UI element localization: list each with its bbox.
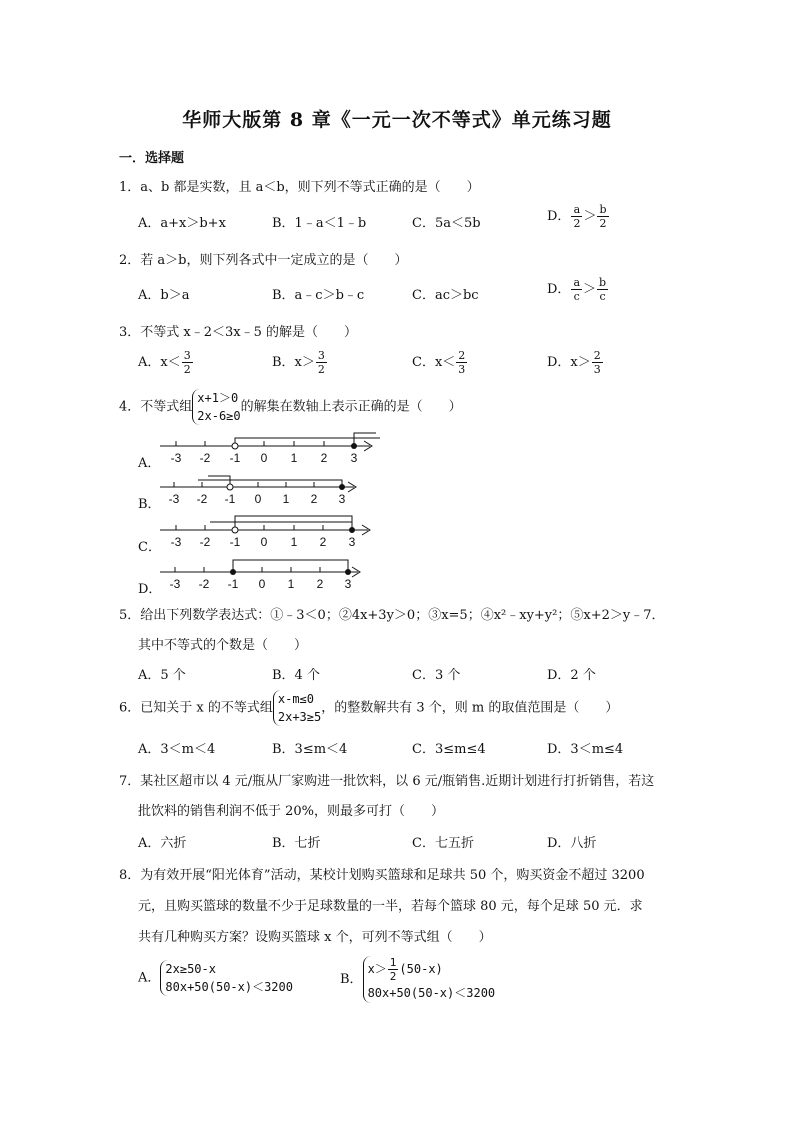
- q4-option-d-label: D．: [138, 582, 162, 597]
- svg-text:2: 2: [320, 451, 328, 465]
- q1-option-d: D． $\frac{a}{2}$ ＞ $\frac{b}{2}$: [547, 203, 607, 230]
- q6-option-c: C．3≤m≤4: [412, 742, 486, 757]
- svg-text:0: 0: [258, 577, 266, 591]
- svg-text:2: 2: [319, 535, 327, 549]
- q4-option-a-label: A．: [138, 456, 161, 471]
- question-5-stem: 5．给出下列数学表达式：①﹣3＜0；②4x+3y＞0；③x=5；④x²﹣xy+y²；⑤x+2＞y﹣7．: [119, 608, 665, 623]
- svg-text:3: 3: [344, 577, 352, 591]
- svg-text:-1: -1: [224, 492, 236, 506]
- svg-text:-2: -2: [198, 577, 210, 591]
- question-8-stem-line2: 元，且购买篮球的数量不少于足球数量的一半，若每个篮球 80 元，每个足球 50 元．求: [138, 899, 643, 914]
- q6-option-a: A．3＜m＜4: [138, 742, 216, 757]
- q4-option-a-numberline: [158, 428, 388, 472]
- q3-option-a: A．x＜ $\frac{3}{2}$: [138, 349, 191, 376]
- page-title: 华师大版第 8 章《一元一次不等式》单元练习题: [182, 109, 612, 131]
- svg-text:-2: -2: [199, 535, 211, 549]
- q8-option-b-system: x＞ $\frac{1}{2}$ (50-x) 80x+50(50-x)＜3200: [363, 956, 496, 1003]
- svg-text:1: 1: [287, 577, 295, 591]
- q8-option-a: A．2x≥50-x 80x+50(50-x)＜3200: [138, 962, 293, 994]
- svg-text:3: 3: [350, 451, 358, 465]
- q4-option-c-label: C．: [138, 540, 161, 555]
- q6-inequality-system: x-m≤0 2x+3≥5: [273, 690, 321, 726]
- svg-text:0: 0: [260, 535, 268, 549]
- q6-option-b: B．3≤m＜4: [272, 742, 348, 757]
- q3-option-b: B．x＞ $\frac{3}{2}$: [272, 349, 325, 376]
- svg-text:3: 3: [338, 492, 346, 506]
- q2-option-d: D． $\frac{a}{c}$ ＞ $\frac{b}{c}$: [547, 276, 607, 303]
- q4-option-b-label: B．: [138, 497, 161, 512]
- svg-text:2: 2: [310, 492, 318, 506]
- svg-text:-3: -3: [170, 451, 182, 465]
- svg-text:-3: -3: [169, 577, 181, 591]
- q7-option-a: A．六折: [138, 836, 187, 851]
- q4-inequality-system: x+1＞0 2x-6≥0: [192, 389, 240, 425]
- svg-text:3: 3: [348, 535, 356, 549]
- q8-option-b: B．x＞ $\frac{1}{2}$ (50-x) 80x+50(50-x)＜3200: [340, 956, 495, 1003]
- q1-option-a: A．a+x＞b+x: [138, 216, 226, 231]
- q2-option-a: A．b＞a: [138, 288, 190, 303]
- q1-option-c: C．5a＜5b: [412, 216, 481, 231]
- svg-text:-1: -1: [227, 577, 239, 591]
- svg-text:2: 2: [316, 577, 324, 591]
- q1-option-b: B．1﹣a＜1﹣b: [272, 216, 367, 231]
- question-7-stem: 7．某社区超市以 4 元/瓶从厂家购进一批饮料，以 6 元/瓶销售.近期计划进行打折销售，若这: [119, 774, 655, 789]
- q5-option-a: A．5 个: [138, 668, 186, 683]
- q7-option-d: D．八折: [547, 836, 597, 851]
- tick-labels: [171, 451, 358, 465]
- svg-text:-2: -2: [196, 492, 208, 506]
- question-8-stem-line3: 共有几种购买方案？设购买篮球 x 个，可列不等式组（ ）: [138, 930, 492, 945]
- q2-option-c: C．ac＞bc: [412, 288, 479, 303]
- question-5-stem-line2: 其中不等式的个数是（ ）: [138, 638, 308, 653]
- svg-text:-1: -1: [229, 535, 241, 549]
- question-8-stem: 8．为有效开展“阳光体育”活动，某校计划购买篮球和足球共 50 个，购买资金不超过 3200: [119, 868, 645, 883]
- question-2-stem: 2．若 a＞b，则下列各式中一定成立的是（ ）: [119, 253, 408, 268]
- svg-text:-3: -3: [168, 492, 180, 506]
- question-4-stem: 4．不等式组x+1＞0 2x-6≥0的解集在数轴上表示正确的是（ ）: [119, 391, 462, 423]
- question-3-stem: 3．不等式 x﹣2＜3x﹣5 的解是（ ）: [119, 325, 358, 340]
- q6-option-d: D．3＜m≤4: [547, 742, 624, 757]
- svg-text:0: 0: [254, 492, 262, 506]
- q2-option-b: B．a﹣c＞b﹣c: [272, 288, 365, 303]
- svg-text:-1: -1: [229, 451, 241, 465]
- svg-text:1: 1: [282, 492, 290, 506]
- svg-text:-2: -2: [199, 451, 211, 465]
- question-1-stem: 1．a、b 都是实数，且 a＜b，则下列不等式正确的是（ ）: [119, 180, 480, 195]
- q7-option-b: B．七折: [272, 836, 321, 851]
- section-heading: 一．选择题: [119, 151, 185, 166]
- svg-text:-3: -3: [170, 535, 182, 549]
- q5-option-b: B．4 个: [272, 668, 320, 683]
- svg-text:0: 0: [260, 451, 268, 465]
- q4-option-b-numberline: [158, 469, 388, 513]
- q4-option-d-numberline: [158, 554, 388, 598]
- q7-option-c: C．七五折: [412, 836, 474, 851]
- q3-option-d: D．x＞ $\frac{2}{3}$: [547, 349, 601, 376]
- q3-option-c: C．x＜ $\frac{2}{3}$: [412, 349, 466, 376]
- svg-text:1: 1: [290, 451, 298, 465]
- q8-option-a-system: 2x≥50-x 80x+50(50-x)＜3200: [160, 960, 293, 996]
- svg-text:1: 1: [290, 535, 298, 549]
- question-7-stem-line2: 批饮料的销售利润不低于 20%，则最多可打（ ）: [138, 804, 445, 819]
- q5-option-c: C．3 个: [412, 668, 461, 683]
- question-6-stem: 6．已知关于 x 的不等式组x-m≤0 2x+3≥5，的整数解共有 3 个，则 m 的取值范围是（ ）: [119, 692, 619, 724]
- q4-option-c-numberline: [158, 512, 388, 556]
- q5-option-d: D．2 个: [547, 668, 596, 683]
